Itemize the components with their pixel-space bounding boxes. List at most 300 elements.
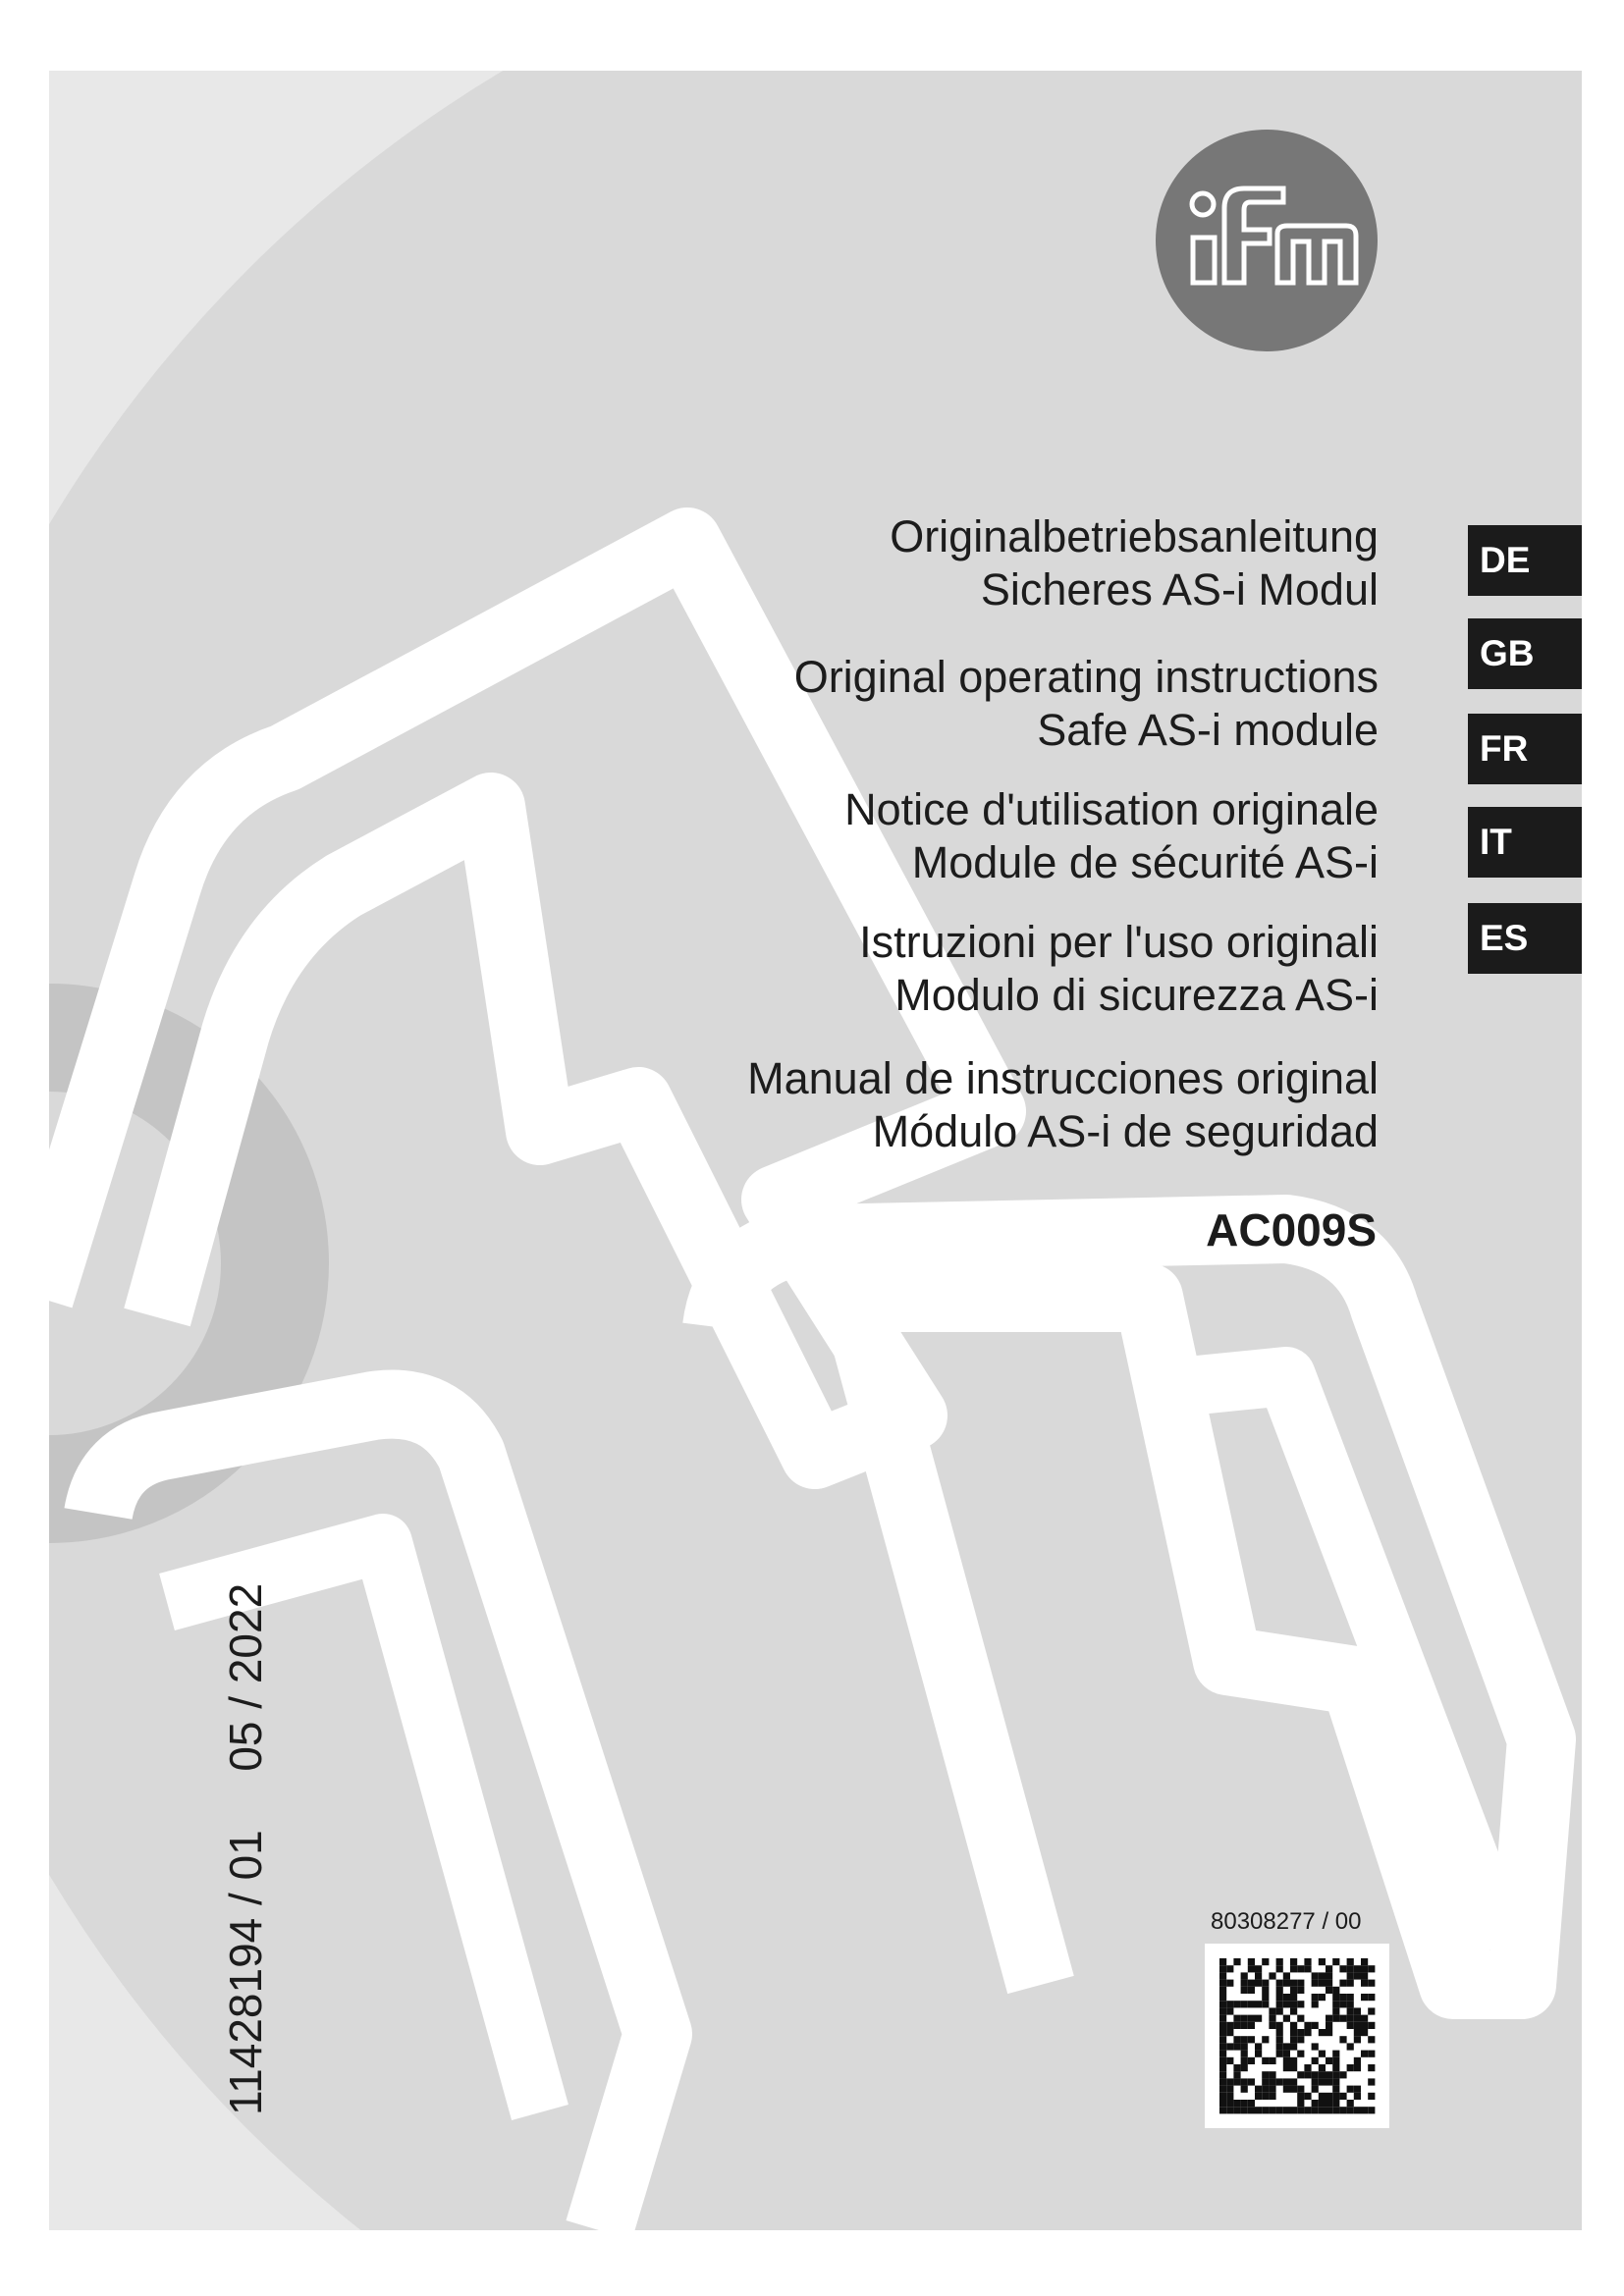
matrix-module: [1326, 2093, 1332, 2100]
matrix-module: [1255, 2015, 1262, 2022]
matrix-module: [1332, 1958, 1339, 1965]
matrix-module: [1326, 2015, 1332, 2022]
matrix-module: [1368, 2022, 1375, 2029]
matrix-module: [1332, 2086, 1339, 2093]
matrix-module: [1304, 1958, 1311, 1965]
matrix-module: [1297, 2086, 1304, 2093]
matrix-module: [1283, 2057, 1290, 2064]
matrix-module: [1290, 2036, 1297, 2043]
matrix-module: [1248, 1958, 1255, 1965]
matrix-module: [1290, 1965, 1297, 1972]
matrix-module: [1368, 2093, 1375, 2100]
matrix-module: [1339, 2093, 1346, 2100]
matrix-module: [1339, 1980, 1346, 1987]
matrix-module: [1347, 1958, 1354, 1965]
matrix-module: [1347, 2107, 1354, 2113]
matrix-module: [1326, 1980, 1332, 1987]
matrix-module: [1255, 1965, 1262, 1972]
matrix-module: [1226, 2001, 1233, 2007]
matrix-module: [1290, 1994, 1297, 2001]
lang-tab-fr[interactable]: FR: [1468, 714, 1582, 784]
matrix-module: [1283, 2001, 1290, 2007]
matrix-module: [1233, 2064, 1240, 2071]
matrix-module: [1262, 1958, 1269, 1965]
matrix-module: [1332, 2078, 1339, 2085]
matrix-module: [1290, 1958, 1297, 1965]
matrix-module: [1262, 1987, 1269, 1994]
matrix-module: [1347, 2001, 1354, 2007]
matrix-module: [1332, 2064, 1339, 2071]
matrix-module: [1233, 2100, 1240, 2107]
matrix-module: [1297, 1965, 1304, 1972]
matrix-module: [1255, 1972, 1262, 1979]
matrix-module: [1248, 2100, 1255, 2107]
matrix-module: [1219, 1994, 1226, 2001]
matrix-module: [1219, 2015, 1226, 2022]
matrix-module: [1326, 1972, 1332, 1979]
matrix-module: [1339, 2071, 1346, 2078]
matrix-module: [1233, 2043, 1240, 2050]
matrix-module: [1304, 2029, 1311, 2036]
matrix-module: [1248, 2022, 1255, 2029]
matrix-module: [1276, 2051, 1283, 2057]
matrix-module: [1241, 2022, 1248, 2029]
title-de-line1: Originalbetriebsanleitung: [890, 511, 1379, 561]
matrix-module: [1219, 1987, 1226, 1994]
matrix-module: [1241, 2015, 1248, 2022]
matrix-module: [1332, 2071, 1339, 2078]
matrix-module: [1226, 2029, 1233, 2036]
matrix-module: [1297, 2029, 1304, 2036]
matrix-module: [1339, 2107, 1346, 2113]
matrix-module: [1319, 1958, 1326, 1965]
matrix-module: [1290, 2057, 1297, 2064]
matrix-module: [1368, 2007, 1375, 2014]
matrix-module: [1297, 2107, 1304, 2113]
matrix-module: [1276, 2043, 1283, 2050]
matrix-module: [1219, 2107, 1226, 2113]
matrix-module: [1276, 1980, 1283, 1987]
matrix-module: [1283, 2086, 1290, 2093]
matrix-module: [1297, 2051, 1304, 2057]
matrix-module: [1312, 1994, 1319, 2001]
matrix-module: [1283, 2043, 1290, 2050]
matrix-module: [1219, 2057, 1226, 2064]
matrix-module: [1347, 2064, 1354, 2071]
matrix-module: [1233, 2036, 1240, 2043]
matrix-module: [1339, 2001, 1346, 2007]
matrix-module: [1255, 2107, 1262, 2113]
matrix-module: [1347, 1994, 1354, 2001]
matrix-module: [1248, 2015, 1255, 2022]
title-gb-line2: Safe AS-i module: [1037, 705, 1379, 755]
matrix-module: [1262, 2001, 1269, 2007]
title-fr: [844, 783, 1379, 889]
matrix-module: [1262, 2071, 1269, 2078]
matrix-module: [1319, 2093, 1326, 2100]
matrix-module: [1226, 1980, 1233, 1987]
matrix-module: [1312, 2086, 1319, 2093]
matrix-module: [1332, 2007, 1339, 2014]
matrix-module: [1368, 2107, 1375, 2113]
matrix-module: [1361, 2051, 1368, 2057]
matrix-module: [1269, 2107, 1275, 2113]
matrix-module: [1276, 1965, 1283, 1972]
title-es-line1: Manual de instrucciones original: [747, 1053, 1379, 1103]
matrix-module: [1319, 2029, 1326, 2036]
matrix-module: [1361, 1965, 1368, 1972]
matrix-module: [1326, 1965, 1332, 1972]
matrix-module: [1354, 2086, 1361, 2093]
matrix-module: [1226, 2093, 1233, 2100]
matrix-module: [1219, 2036, 1226, 2043]
matrix-module: [1304, 1965, 1311, 1972]
matrix-module: [1283, 2078, 1290, 2085]
matrix-module: [1219, 2043, 1226, 2050]
matrix-module: [1248, 2036, 1255, 2043]
matrix-module: [1241, 2064, 1248, 2071]
matrix-module: [1354, 2107, 1361, 2113]
matrix-module: [1262, 2036, 1269, 2043]
matrix-module: [1219, 2051, 1226, 2057]
matrix-module: [1332, 2057, 1339, 2064]
matrix-module: [1226, 2007, 1233, 2014]
matrix-module: [1312, 2107, 1319, 2113]
matrix-module: [1283, 2064, 1290, 2071]
matrix-module: [1255, 2051, 1262, 2057]
matrix-module: [1283, 2015, 1290, 2022]
matrix-module: [1219, 1980, 1226, 1987]
title-de-line2: Sicheres AS-i Modul: [980, 564, 1379, 614]
matrix-module: [1297, 2071, 1304, 2078]
matrix-module: [1269, 2015, 1275, 2022]
matrix-module: [1255, 2086, 1262, 2093]
matrix-module: [1276, 2001, 1283, 2007]
matrix-module: [1219, 2093, 1226, 2100]
matrix-code-label: 80308277 / 00: [1211, 1908, 1362, 1935]
matrix-module: [1262, 2093, 1269, 2100]
matrix-module: [1297, 2001, 1304, 2007]
matrix-module: [1319, 1994, 1326, 2001]
matrix-module: [1226, 2078, 1233, 2085]
matrix-module: [1241, 2051, 1248, 2057]
matrix-module: [1304, 2071, 1311, 2078]
title-it: [859, 916, 1379, 1022]
matrix-module: [1290, 2107, 1297, 2113]
matrix-module: [1368, 1965, 1375, 1972]
matrix-module: [1226, 1965, 1233, 1972]
matrix-module: [1304, 2022, 1311, 2029]
matrix-module: [1354, 2007, 1361, 2014]
matrix-module: [1262, 2057, 1269, 2064]
matrix-module: [1233, 2078, 1240, 2085]
matrix-module: [1319, 2071, 1326, 2078]
matrix-module: [1347, 2100, 1354, 2107]
matrix-module: [1241, 2057, 1248, 2064]
matrix-module: [1219, 1958, 1226, 1965]
matrix-module: [1297, 1987, 1304, 1994]
matrix-module: [1319, 2051, 1326, 2057]
matrix-module: [1262, 1994, 1269, 2001]
matrix-module: [1326, 2100, 1332, 2107]
matrix-module: [1347, 2022, 1354, 2029]
document-number-vertical: [220, 1582, 271, 2115]
matrix-module: [1332, 2001, 1339, 2007]
matrix-module: [1347, 1965, 1354, 1972]
matrix-module: [1354, 2064, 1361, 2071]
matrix-module: [1233, 1958, 1240, 1965]
matrix-module: [1297, 2093, 1304, 2100]
matrix-module: [1354, 1972, 1361, 1979]
matrix-module: [1368, 2051, 1375, 2057]
title-gb: [794, 651, 1379, 757]
matrix-module: [1290, 2029, 1297, 2036]
matrix-module: [1269, 2086, 1275, 2093]
lang-tab-gb[interactable]: GB: [1468, 618, 1582, 689]
matrix-module: [1354, 2015, 1361, 2022]
matrix-module: [1332, 2107, 1339, 2113]
matrix-module: [1262, 1980, 1269, 1987]
data-matrix-code: [1205, 1944, 1389, 2128]
matrix-module: [1248, 2001, 1255, 2007]
matrix-module: [1347, 2015, 1354, 2022]
matrix-module: [1255, 2043, 1262, 2050]
matrix-module: [1297, 2100, 1304, 2107]
matrix-module: [1319, 2078, 1326, 2085]
matrix-module: [1312, 1980, 1319, 1987]
matrix-module: [1219, 2086, 1226, 2093]
matrix-module: [1304, 2093, 1311, 2100]
matrix-module: [1233, 2015, 1240, 2022]
title-gb-line1: Original operating instructions: [793, 652, 1379, 702]
matrix-module: [1262, 2107, 1269, 2113]
matrix-module: [1368, 2078, 1375, 2085]
matrix-module: [1226, 2107, 1233, 2113]
lang-tab-es[interactable]: ES: [1468, 903, 1582, 974]
matrix-module: [1368, 1980, 1375, 1987]
matrix-module: [1269, 2078, 1275, 2085]
matrix-module: [1248, 2057, 1255, 2064]
document-date: 05 / 2022: [220, 1582, 271, 1772]
matrix-module: [1269, 2093, 1275, 2100]
matrix-module: [1219, 2078, 1226, 2085]
matrix-module: [1248, 2078, 1255, 2085]
matrix-module: [1312, 2078, 1319, 2085]
matrix-module: [1297, 1980, 1304, 1987]
matrix-module: [1276, 1994, 1283, 2001]
matrix-module: [1339, 1965, 1346, 1972]
matrix-module: [1262, 2086, 1269, 2093]
matrix-module: [1361, 2107, 1368, 2113]
matrix-module: [1226, 2086, 1233, 2093]
matrix-module: [1283, 1972, 1290, 1979]
matrix-module: [1241, 2086, 1248, 2093]
matrix-module: [1276, 1958, 1283, 1965]
matrix-module: [1326, 1987, 1332, 1994]
matrix-module: [1347, 2086, 1354, 2093]
matrix-module: [1248, 1987, 1255, 1994]
matrix-module: [1241, 1987, 1248, 1994]
matrix-module: [1361, 1972, 1368, 1979]
matrix-module: [1241, 2043, 1248, 2050]
matrix-module: [1241, 1980, 1248, 1987]
matrix-module: [1219, 2007, 1226, 2014]
matrix-module: [1339, 1994, 1346, 2001]
matrix-module: [1361, 1994, 1368, 2001]
matrix-module: [1290, 1980, 1297, 1987]
matrix-module: [1290, 2001, 1297, 2007]
matrix-module: [1283, 1980, 1290, 1987]
matrix-module: [1219, 1965, 1226, 1972]
matrix-module: [1332, 2015, 1339, 2022]
matrix-module: [1368, 2036, 1375, 2043]
matrix-module: [1233, 2001, 1240, 2007]
matrix-module: [1241, 2100, 1248, 2107]
matrix-module: [1219, 2100, 1226, 2107]
matrix-module: [1269, 1972, 1275, 1979]
matrix-module: [1290, 2022, 1297, 2029]
matrix-module: [1233, 2107, 1240, 2113]
matrix-module: [1319, 2107, 1326, 2113]
matrix-module: [1276, 1987, 1283, 1994]
matrix-module: [1226, 2022, 1233, 2029]
matrix-module: [1319, 1972, 1326, 1979]
title-fr-line2: Module de sécurité AS-i: [911, 837, 1379, 887]
matrix-module: [1354, 2022, 1361, 2029]
title-fr-line1: Notice d'utilisation originale: [844, 784, 1379, 834]
matrix-module: [1226, 2043, 1233, 2050]
matrix-module: [1347, 2007, 1354, 2014]
matrix-module: [1269, 2007, 1275, 2014]
matrix-module: [1354, 2093, 1361, 2100]
matrix-module: [1354, 1965, 1361, 1972]
matrix-module: [1241, 2001, 1248, 2007]
matrix-module: [1304, 2064, 1311, 2071]
matrix-module: [1304, 2107, 1311, 2113]
matrix-module: [1262, 2078, 1269, 2085]
matrix-module: [1219, 1972, 1226, 1979]
document-number: 11428194 / 01: [220, 1830, 271, 2115]
matrix-module: [1276, 2078, 1283, 2085]
matrix-module: [1290, 2043, 1297, 2050]
matrix-module: [1219, 2022, 1226, 2029]
matrix-module: [1269, 2071, 1275, 2078]
matrix-module: [1290, 1987, 1297, 1994]
matrix-module: [1368, 1994, 1375, 2001]
matrix-module: [1233, 2071, 1240, 2078]
matrix-module: [1326, 2057, 1332, 2064]
matrix-module: [1332, 1987, 1339, 1994]
matrix-module: [1361, 1980, 1368, 1987]
matrix-module: [1361, 1958, 1368, 1965]
matrix-module: [1312, 2071, 1319, 2078]
matrix-module: [1248, 1965, 1255, 1972]
matrix-module: [1290, 2064, 1297, 2071]
matrix-module: [1361, 2022, 1368, 2029]
matrix-module: [1326, 2078, 1332, 2085]
matrix-module: [1368, 2064, 1375, 2071]
lang-tab-it[interactable]: IT: [1468, 807, 1582, 878]
matrix-module: [1248, 2107, 1255, 2113]
matrix-module: [1276, 2022, 1283, 2029]
matrix-module: [1276, 2007, 1283, 2014]
matrix-module: [1290, 2086, 1297, 2093]
matrix-module: [1339, 2036, 1346, 2043]
matrix-module: [1233, 2022, 1240, 2029]
matrix-module: [1354, 2036, 1361, 2043]
matrix-module: [1312, 2057, 1319, 2064]
matrix-module: [1269, 2022, 1275, 2029]
matrix-module: [1283, 2051, 1290, 2057]
ifm-logo: [1154, 128, 1380, 353]
matrix-module: [1354, 2057, 1361, 2064]
matrix-module: [1312, 2022, 1319, 2029]
matrix-module: [1332, 1994, 1339, 2001]
matrix-module: [1269, 2057, 1275, 2064]
matrix-module: [1297, 2015, 1304, 2022]
matrix-module: [1319, 2100, 1326, 2107]
matrix-module: [1276, 2107, 1283, 2113]
matrix-module: [1241, 1972, 1248, 1979]
matrix-module: [1276, 2036, 1283, 2043]
matrix-module: [1347, 1980, 1354, 1987]
matrix-module: [1339, 2015, 1346, 2022]
matrix-module: [1219, 2064, 1226, 2071]
model-number: AC009S: [1206, 1204, 1377, 1255]
matrix-module: [1332, 2100, 1339, 2107]
matrix-module: [1326, 2107, 1332, 2113]
matrix-module: [1255, 2001, 1262, 2007]
matrix-module: [1326, 2071, 1332, 2078]
matrix-module: [1326, 2022, 1332, 2029]
matrix-module: [1283, 1994, 1290, 2001]
matrix-module: [1312, 2001, 1319, 2007]
matrix-module: [1361, 2029, 1368, 2036]
title-es: [747, 1052, 1379, 1158]
matrix-module: [1347, 1972, 1354, 1979]
matrix-module: [1248, 1980, 1255, 1987]
title-it-line2: Modulo di sicurezza AS-i: [894, 970, 1379, 1020]
title-it-line1: Istruzioni per l'uso originali: [859, 917, 1379, 967]
matrix-module: [1255, 1980, 1262, 1987]
matrix-module: [1241, 2036, 1248, 2043]
matrix-module: [1361, 2015, 1368, 2022]
matrix-module: [1219, 2071, 1226, 2078]
matrix-module: [1332, 2093, 1339, 2100]
matrix-module: [1241, 2078, 1248, 2085]
matrix-module: [1226, 2100, 1233, 2107]
matrix-module: [1312, 2043, 1319, 2050]
matrix-module: [1319, 2064, 1326, 2071]
matrix-module: [1326, 2029, 1332, 2036]
matrix-module: [1255, 2093, 1262, 2100]
matrix-module: [1354, 2029, 1361, 2036]
matrix-module: [1219, 2001, 1226, 2007]
lang-tab-de[interactable]: DE: [1468, 525, 1582, 596]
matrix-module: [1312, 1972, 1319, 1979]
matrix-module: [1219, 2029, 1226, 2036]
matrix-module: [1276, 2029, 1283, 2036]
matrix-module: [1241, 2107, 1248, 2113]
matrix-module: [1283, 2107, 1290, 2113]
matrix-module: [1297, 2036, 1304, 2043]
matrix-module: [1290, 2078, 1297, 2085]
title-es-line2: Módulo AS-i de seguridad: [872, 1106, 1379, 1156]
title-de: [890, 510, 1379, 616]
matrix-module: [1312, 2100, 1319, 2107]
matrix-module: [1347, 2043, 1354, 2050]
matrix-module: [1332, 2051, 1339, 2057]
